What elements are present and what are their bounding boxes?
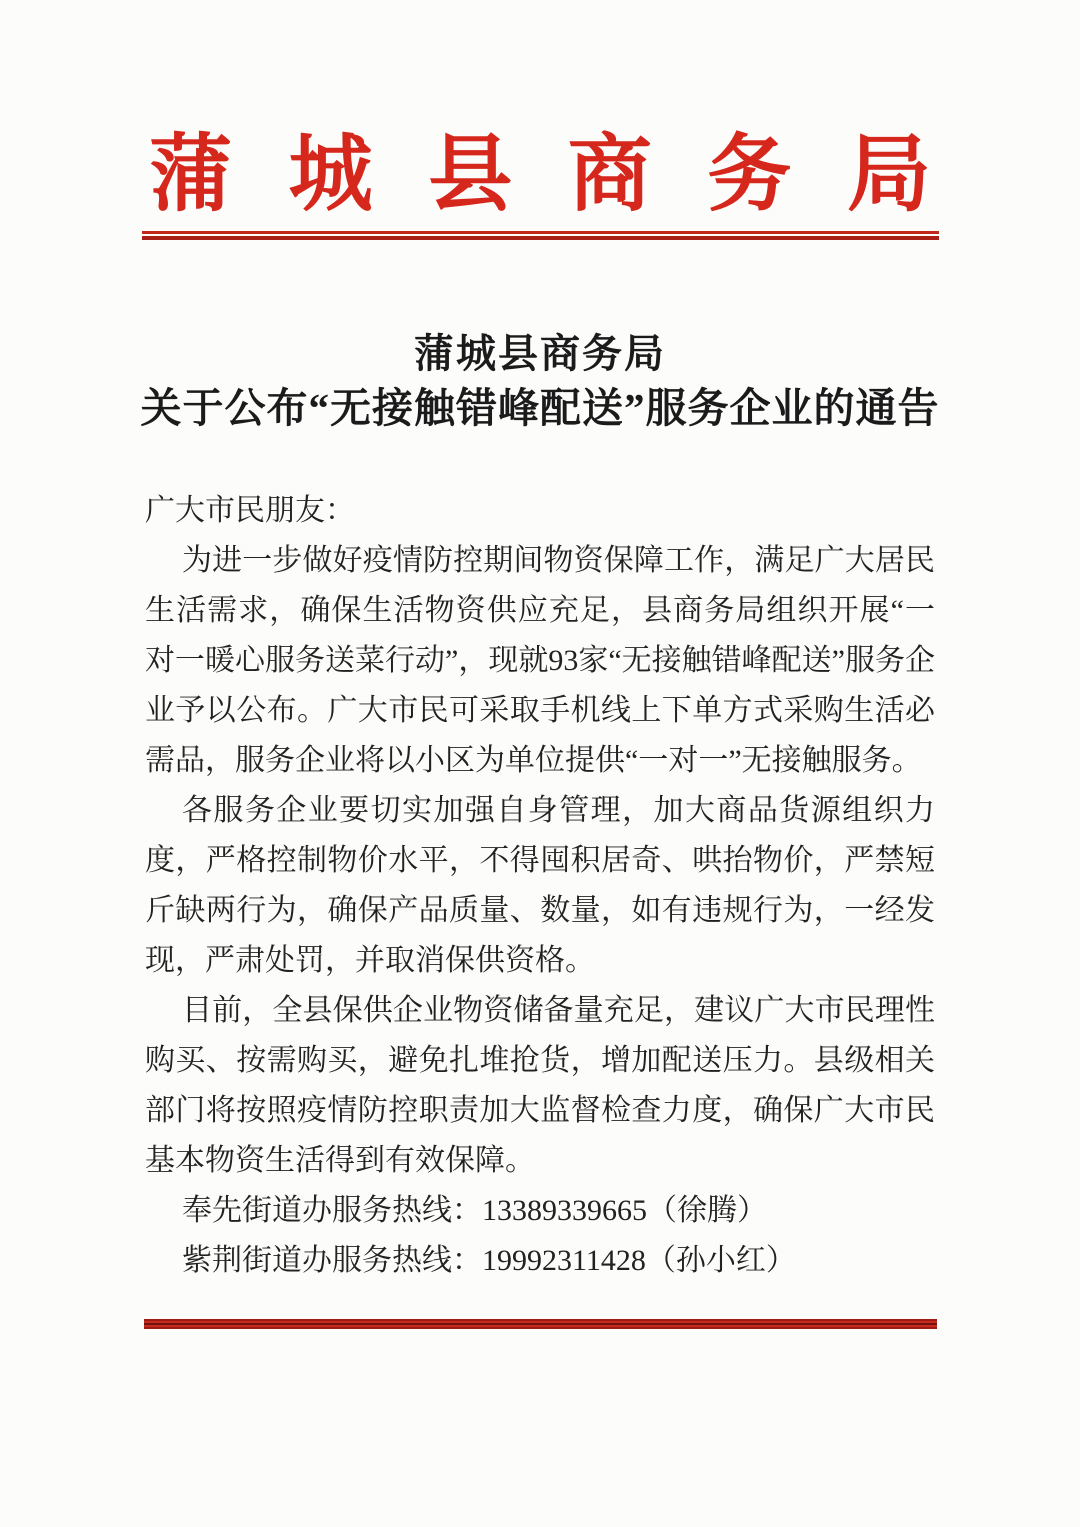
paragraph-3: 目前，全县保供企业物资储备量充足，建议广大市民理性购买、按需购买，避免扎堆抢货，增加配送压力。县级相关部门将按照疫情防控职责加大监督检查力度，确保广大市民基本物资生活得到有效保障。 bbox=[145, 994, 935, 1177]
hotline-zijing: 紫荆街道办服务热线：19992311428（孙小红） bbox=[182, 1244, 796, 1277]
notice-body bbox=[145, 486, 935, 1286]
notice-title bbox=[0, 330, 1080, 434]
salutation: 广大市民朋友： bbox=[145, 494, 355, 527]
document-header bbox=[0, 130, 1080, 240]
agency-masthead: 蒲城县商务局 bbox=[149, 129, 931, 222]
footer-rule bbox=[144, 1319, 937, 1329]
hotline-fengxian: 奉先街道办服务热线：13389339665（徐腾） bbox=[182, 1194, 767, 1227]
notice-title-subject: 关于公布“无接触错峰配送”服务企业的通告 bbox=[140, 385, 940, 431]
paragraph-2: 各服务企业要切实加强自身管理，加大商品货源组织力度，严格控制物价水平，不得囤积居奇、哄抬物价，严禁短斤缺两行为，确保产品质量、数量，如有违规行为，一经发现，严肃处罚，并取消保供资格。 bbox=[145, 794, 935, 977]
paragraph-1: 为进一步做好疫情防控期间物资保障工作，满足广大居民生活需求，确保生活物资供应充足，县商务局组织开展“一对一暖心服务送菜行动”，现就93家“无接触错峰配送”服务企业予以公布。广大市民可采取手机线上下单方式采购生活必需品，服务企业将以小区为单位提供“一对一”无接触服务。 bbox=[145, 544, 935, 777]
notice-title-agency: 蒲城县商务局 bbox=[414, 331, 666, 376]
header-double-rule bbox=[142, 231, 939, 240]
